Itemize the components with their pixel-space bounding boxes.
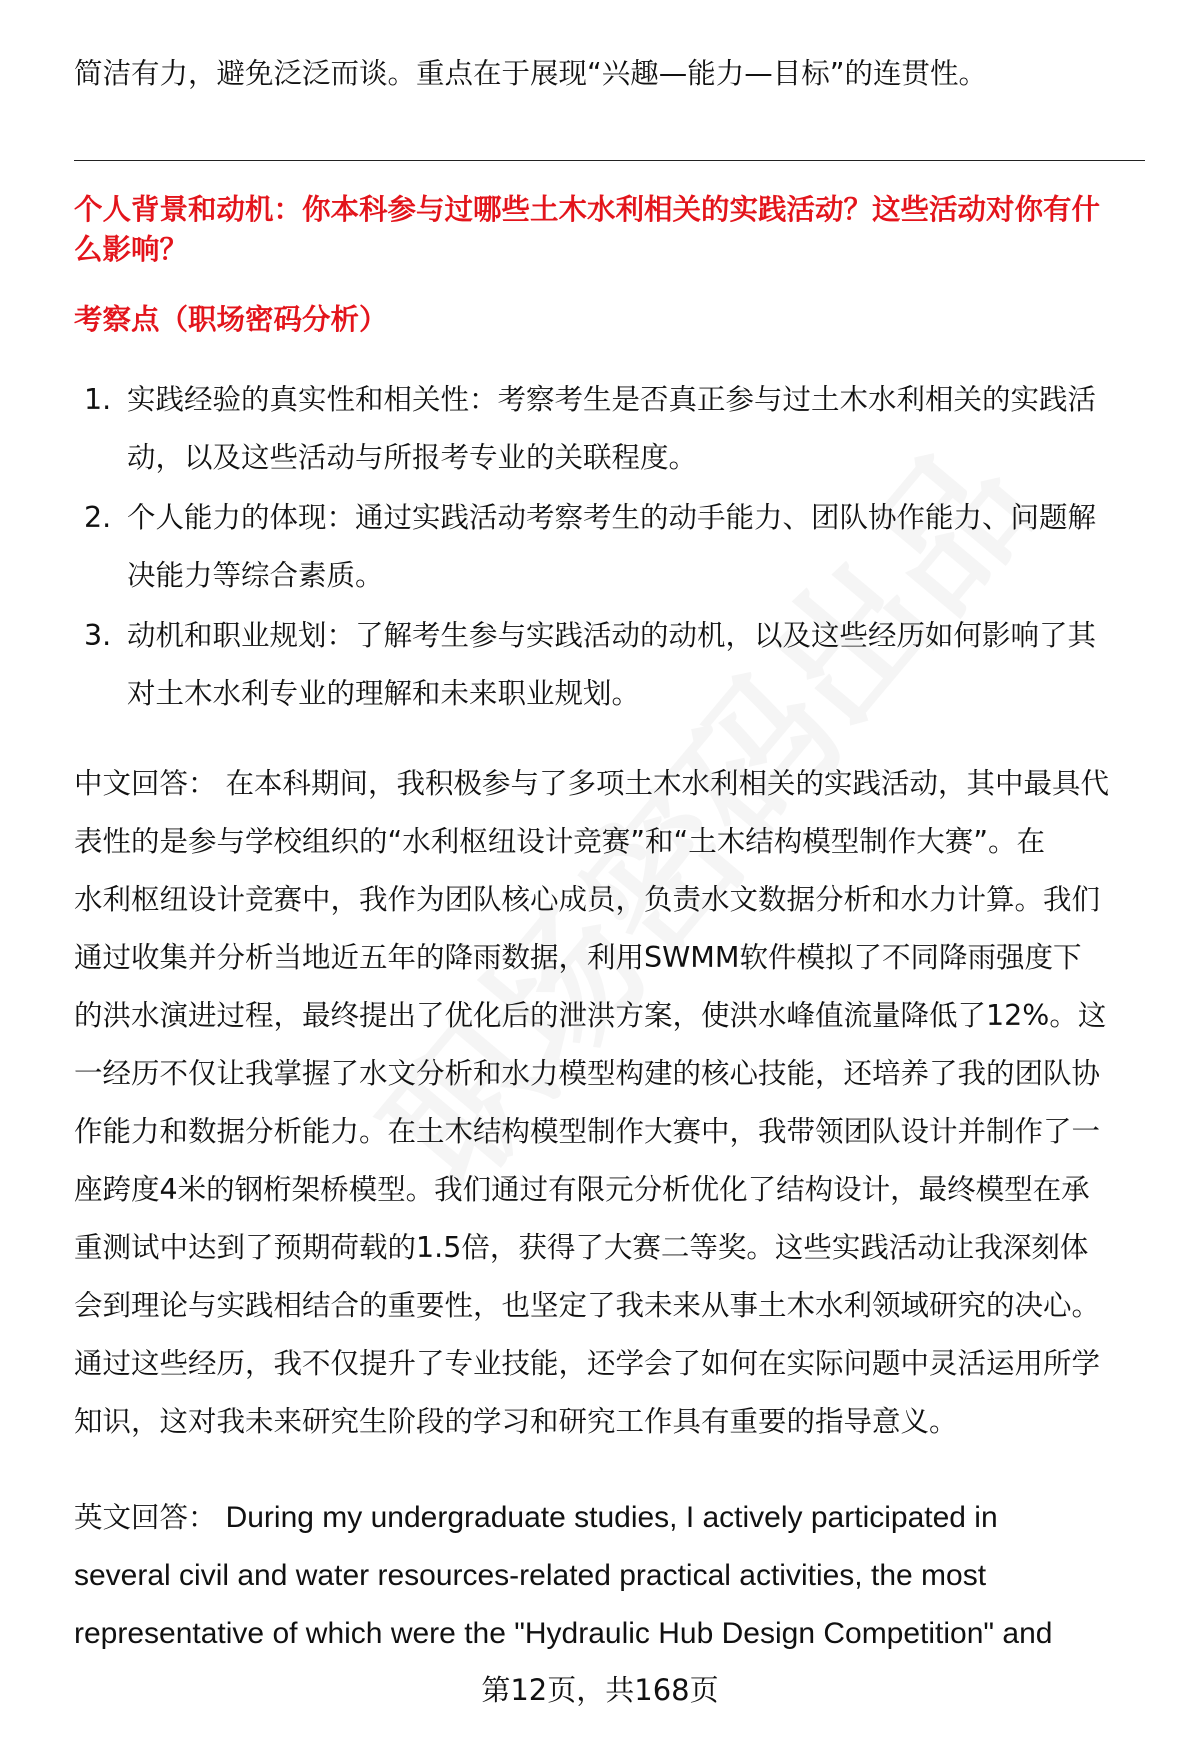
- point-2-line-2: 决能力等综合素质。: [127, 559, 384, 592]
- question-line-2: 么影响？: [74, 233, 189, 266]
- cn-answer-line: 知识，这对我未来研究生阶段的学习和研究工作具有重要的指导意义。: [74, 1405, 958, 1438]
- en-answer-line: During my undergraduate studies, I actively participated in: [225, 1501, 998, 1534]
- cn-answer-line: 重测试中达到了预期荷载的1.5倍，获得了大赛二等奖。这些实践活动让我深刻体: [74, 1231, 1089, 1264]
- en-answer-line: several civil and water resources-related practical activities, the most: [74, 1559, 987, 1592]
- point-3-number: 3.: [84, 619, 112, 652]
- cn-answer-line: 的洪水演进过程，最终提出了优化后的泄洪方案，使洪水峰值流量降低了12%。这: [74, 999, 1107, 1032]
- point-2-number: 2.: [84, 501, 112, 534]
- cn-answer-line: 中文回答： 在本科期间，我积极参与了多项土木水利相关的实践活动，其中最具代: [74, 767, 1110, 800]
- point-1-number: 1.: [84, 383, 112, 416]
- en-answer-line: representative of which were the "Hydraulic Hub Design Competition" and: [74, 1617, 1053, 1650]
- divider: [74, 160, 1145, 161]
- point-3-line-1: 动机和职业规划：了解考生参与实践活动的动机，以及这些经历如何影响了其: [127, 619, 1097, 652]
- analysis-heading: 考察点（职场密码分析）: [74, 303, 388, 336]
- en-answer-first-line: [74, 1500, 998, 1536]
- cn-answer-line: 作能力和数据分析能力。在土木结构模型制作大赛中，我带领团队设计并制作了一: [74, 1115, 1101, 1148]
- cn-answer-line: 通过收集并分析当地近五年的降雨数据，利用SWMM软件模拟了不同降雨强度下: [74, 941, 1082, 974]
- question-line-1: 个人背景和动机：你本科参与过哪些土木水利相关的实践活动？这些活动对你有什: [74, 193, 1101, 226]
- cn-answer-line: 一经历不仅让我掌握了水文分析和水力模型构建的核心技能，还培养了我的团队协: [74, 1057, 1101, 1090]
- cn-answer-line: 座跨度4米的钢桁架桥模型。我们通过有限元分析优化了结构设计，最终模型在承: [74, 1173, 1090, 1206]
- cn-answer-line: 通过这些经历，我不仅提升了专业技能，还学会了如何在实际问题中灵活运用所学: [74, 1347, 1101, 1380]
- intro-tail-text: 简洁有力，避免泛泛而谈。重点在于展现“兴趣—能力—目标”的连贯性。: [74, 57, 988, 90]
- point-1-line-1: 实践经验的真实性和相关性：考察考生是否真正参与过土木水利相关的实践活: [127, 383, 1097, 416]
- cn-answer-line: 水利枢纽设计竞赛中，我作为团队核心成员，负责水文数据分析和水力计算。我们: [74, 883, 1101, 916]
- point-1-line-2: 动，以及这些活动与所报考专业的关联程度。: [127, 441, 698, 474]
- page-number: 第12页，共168页: [481, 1673, 719, 1707]
- cn-answer-line: 会到理论与实践相结合的重要性，也坚定了我未来从事土木水利领域研究的决心。: [74, 1289, 1101, 1322]
- point-2-line-1: 个人能力的体现：通过实践活动考察考生的动手能力、团队协作能力、问题解: [127, 501, 1097, 534]
- cn-answer-line: 表性的是参与学校组织的“水利枢纽设计竞赛”和“土木结构模型制作大赛”。在: [74, 825, 1046, 858]
- en-answer-label: 英文回答：: [74, 1501, 217, 1534]
- point-3-line-2: 对土木水利专业的理解和未来职业规划。: [127, 677, 641, 710]
